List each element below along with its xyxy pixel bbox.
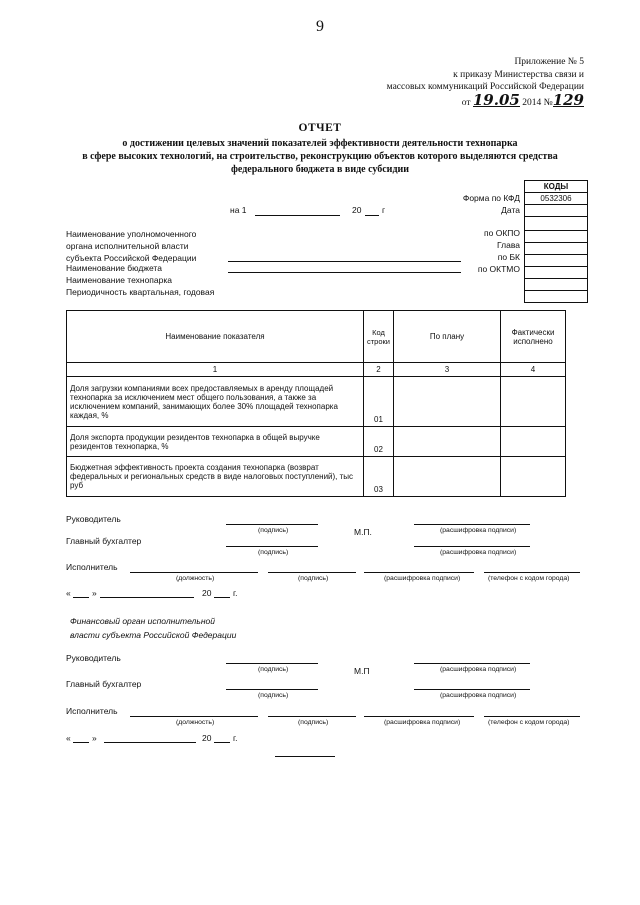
blank-code-cell <box>525 217 588 231</box>
executor-phone-line-1[interactable] <box>484 572 580 573</box>
month-line-1[interactable] <box>100 597 194 598</box>
executor-dolzh-caption-2: (должность) <box>176 719 215 726</box>
date-g-label: г <box>382 205 386 215</box>
glava-code-cell[interactable] <box>525 243 588 255</box>
org-label <box>66 228 196 264</box>
day-line-2[interactable] <box>73 742 89 743</box>
handwritten-number: 129 <box>552 90 584 109</box>
row-name: Доля загрузки компаниями всех предоставляемых в аренду площадей технопарка за исключением мест общего пользования, а также за исключением компаний, занимающих более 30% площадей технопарка каждая, % <box>67 377 364 427</box>
head-rassh-line-1[interactable] <box>414 524 530 525</box>
bk-code-cell[interactable] <box>525 255 588 267</box>
codes-title: КОДЫ <box>525 181 588 193</box>
executor-rassh-caption-2: (расшифровка подписи) <box>384 719 461 726</box>
executor-phone-caption-1: (телефон с кодом города) <box>488 575 570 582</box>
date-na-label: на 1 <box>230 205 247 215</box>
date-quote-open-1: « <box>66 588 71 598</box>
col-header-fact: Фактически исполнено <box>501 311 566 363</box>
number-prefix: № <box>543 97 553 108</box>
row-plan-cell[interactable] <box>394 427 501 457</box>
row-code: 02 <box>364 427 394 457</box>
page-number: 9 <box>316 18 324 35</box>
org-label-line-3: субъекта Российской Федерации <box>66 253 197 263</box>
mp-label-2: М.П <box>354 666 370 676</box>
head-podpis-caption-1: (подпись) <box>258 527 289 534</box>
accountant-signature-line-2[interactable] <box>226 689 318 690</box>
bk-label: по БК <box>497 252 520 262</box>
head-rassh-caption-2: (расшифровка подписи) <box>440 666 517 673</box>
accountant-podpis-caption-1: (подпись) <box>258 549 289 556</box>
codes-table <box>524 180 588 303</box>
row-fact-cell[interactable] <box>501 427 566 457</box>
org-label-line-2: органа исполнительной власти <box>66 241 189 251</box>
executor-rassh-line-2[interactable] <box>364 716 474 717</box>
executor-position-line-1[interactable] <box>130 572 258 573</box>
title-main: ОТЧЕТ <box>298 122 342 134</box>
year-blank-line[interactable] <box>365 215 379 216</box>
appendix-line-3: массовых коммуникаций Российской Федерации <box>386 82 584 92</box>
year-prefix-2: 20 <box>202 733 212 743</box>
row-code: 03 <box>364 457 394 497</box>
date-prefix: от <box>461 97 471 108</box>
year-g-1: г. <box>233 588 238 598</box>
col-num-3: 3 <box>394 363 501 377</box>
report-title <box>60 122 580 176</box>
head-podpis-caption-2: (подпись) <box>258 666 289 673</box>
fin-organ-line-1: Финансовый орган исполнительной <box>70 616 215 626</box>
form-code: 0532306 <box>525 193 588 205</box>
bottom-divider <box>275 756 335 757</box>
col-num-2: 2 <box>364 363 394 377</box>
title-line-3: федерального бюджета в виде субсидии <box>230 164 410 175</box>
executor-label-2: Исполнитель <box>66 706 118 716</box>
accountant-podpis-caption-2: (подпись) <box>258 692 289 699</box>
head-signature-line-2[interactable] <box>226 663 318 664</box>
col-num-4: 4 <box>501 363 566 377</box>
fin-organ-label <box>70 614 236 642</box>
year-line-2[interactable] <box>214 742 230 743</box>
accountant-rassh-line-2[interactable] <box>414 689 530 690</box>
executor-rassh-line-1[interactable] <box>364 572 474 573</box>
accountant-label-2: Главный бухгалтер <box>66 679 142 689</box>
org-label-line-1: Наименование уполномоченного <box>66 229 197 239</box>
okpo-code-cell[interactable] <box>525 231 588 243</box>
head-rassh-caption-1: (расшифровка подписи) <box>440 527 517 534</box>
day-line-1[interactable] <box>73 597 89 598</box>
date-code-cell[interactable] <box>525 205 588 217</box>
row-plan-cell[interactable] <box>394 377 501 427</box>
executor-podpis-caption-2: (подпись) <box>298 719 329 726</box>
appendix-line-2: к приказу Министерства связи и <box>453 69 584 80</box>
org-name-line[interactable] <box>228 261 461 262</box>
title-line-2: в сфере высоких технологий, на строительство, реконструкцию объектов которого выделяются средства <box>82 151 558 162</box>
accountant-rassh-line-1[interactable] <box>414 546 530 547</box>
handwritten-date: 19.05 <box>472 90 520 109</box>
budget-name-line[interactable] <box>228 272 461 273</box>
executor-label-1: Исполнитель <box>66 562 118 572</box>
executor-signature-line-2[interactable] <box>268 716 356 717</box>
year-g-2: г. <box>233 733 238 743</box>
accountant-rassh-caption-2: (расшифровка подписи) <box>440 692 517 699</box>
row-fact-cell[interactable] <box>501 457 566 497</box>
okpo-label: по ОКПО <box>484 228 520 238</box>
date-label: Дата <box>501 205 520 215</box>
title-line-1: о достижении целевых значений показателей эффективности деятельности технопарка <box>122 138 518 149</box>
col-header-name: Наименование показателя <box>67 311 364 363</box>
mp-label-1: М.П. <box>354 527 372 537</box>
executor-phone-line-2[interactable] <box>484 716 580 717</box>
fin-organ-line-2: власти субъекта Российской Федерации <box>70 630 237 640</box>
accountant-signature-line-1[interactable] <box>226 546 318 547</box>
date-year-prefix: 20 <box>352 205 362 215</box>
date-quote-open-2: « <box>66 733 71 743</box>
order-year: 2014 <box>522 97 542 108</box>
form-label: Форма по КФД <box>462 193 520 203</box>
accountant-rassh-caption-1: (расшифровка подписи) <box>440 549 517 556</box>
technopark-label: Наименование технопарка <box>66 275 172 285</box>
appendix-block <box>387 56 584 109</box>
head-label-1: Руководитель <box>66 514 121 524</box>
row-name: Доля экспорта продукции резидентов технопарка в общей выручке резидентов технопарка, % <box>67 427 364 457</box>
executor-dolzh-caption-1: (должность) <box>176 575 215 582</box>
oktmo-code-cell[interactable] <box>525 267 588 279</box>
head-rassh-line-2[interactable] <box>414 663 530 664</box>
indicators-table <box>66 310 566 497</box>
executor-position-line-2[interactable] <box>130 716 258 717</box>
date-quote-close-2: » <box>92 733 97 743</box>
col-header-plan: По плану <box>394 311 501 363</box>
glava-label: Глава <box>497 240 520 250</box>
col-num-1: 1 <box>67 363 364 377</box>
table-row <box>67 427 566 457</box>
accountant-label-1: Главный бухгалтер <box>66 536 142 546</box>
month-line-2[interactable] <box>104 742 196 743</box>
date-blank-line[interactable] <box>255 215 340 216</box>
table-row <box>67 457 566 497</box>
col-header-code: Код строки <box>364 311 394 363</box>
head-signature-line-1[interactable] <box>226 524 318 525</box>
year-prefix-1: 20 <box>202 588 212 598</box>
row-code: 01 <box>364 377 394 427</box>
blank-code-cell-3 <box>525 291 588 303</box>
date-quote-close-1: » <box>92 588 97 598</box>
appendix-date-line <box>387 90 584 110</box>
table-row <box>67 377 566 427</box>
budget-label: Наименование бюджета <box>66 263 162 273</box>
row-name: Бюджетная эффективность проекта создания технопарка (возврат федеральных и региональных средств в виде налоговых поступлений), тыс руб <box>67 457 364 497</box>
executor-phone-caption-2: (телефон с кодом города) <box>488 719 570 726</box>
head-label-2: Руководитель <box>66 653 121 663</box>
row-plan-cell[interactable] <box>394 457 501 497</box>
row-fact-cell[interactable] <box>501 377 566 427</box>
blank-code-cell-2 <box>525 279 588 291</box>
oktmo-label: по ОКТМО <box>477 264 520 274</box>
appendix-line-1: Приложение № 5 <box>514 57 584 67</box>
executor-signature-line-1[interactable] <box>268 572 356 573</box>
period-label: Периодичность квартальная, годовая <box>66 287 215 297</box>
executor-rassh-caption-1: (расшифровка подписи) <box>384 575 461 582</box>
year-line-1[interactable] <box>214 597 230 598</box>
executor-podpis-caption-1: (подпись) <box>298 575 329 582</box>
